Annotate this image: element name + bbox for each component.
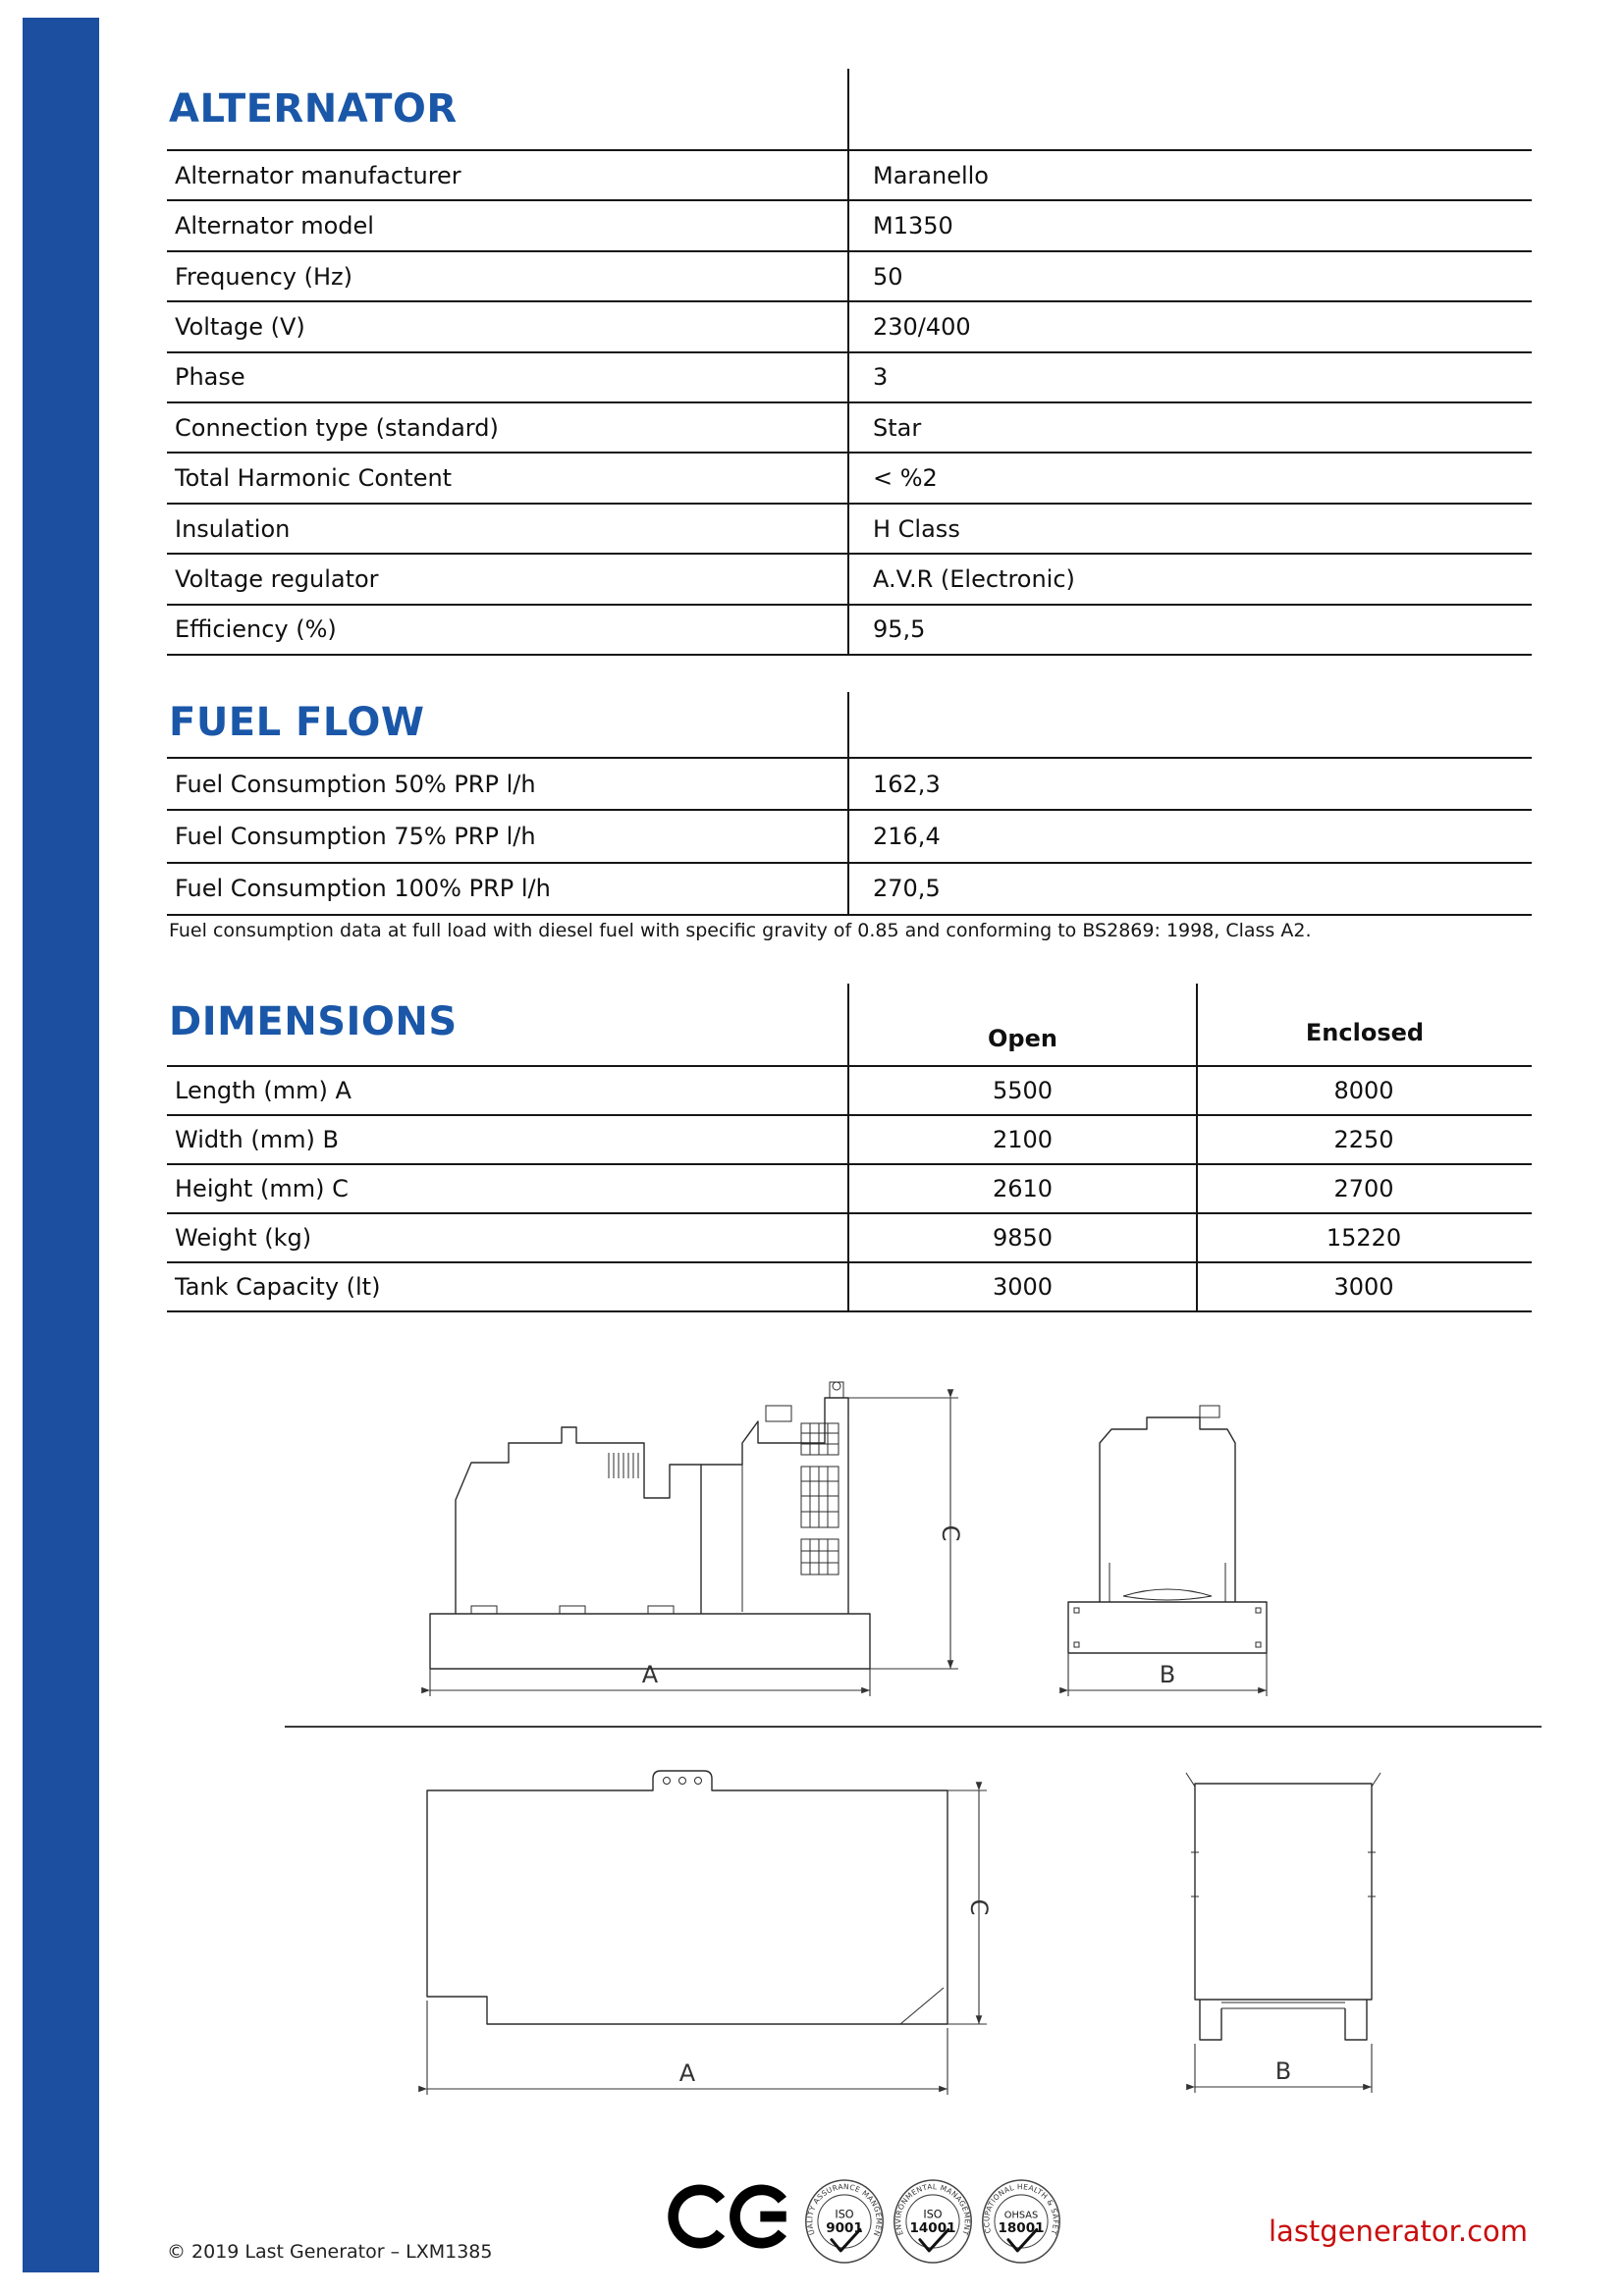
- engine-fins: [609, 1453, 638, 1478]
- row-label: Efficiency (%): [175, 615, 337, 644]
- dimension-label-c: C: [965, 1898, 993, 1916]
- open-value: 3000: [992, 1273, 1054, 1301]
- table-row: [167, 505, 1532, 555]
- row-value: 95,5: [873, 615, 926, 644]
- table-row: [167, 1165, 1532, 1214]
- row-label: Fuel Consumption 50% PRP l/h: [175, 770, 536, 798]
- enclosed-value: 8000: [1333, 1077, 1394, 1104]
- enclosed-value: 3000: [1333, 1273, 1394, 1301]
- dimension-label-b: B: [1159, 1661, 1176, 1688]
- table-row: [167, 151, 1532, 201]
- row-label: Voltage (V): [175, 312, 305, 341]
- svg-text:QUALITY ASSURANCE MANGEMENT: QUALITY ASSURANCE MANGEMENT: [799, 2170, 884, 2238]
- fuel-flow-section: [167, 692, 1532, 957]
- row-value: Maranello: [873, 161, 989, 189]
- table-row: [167, 864, 1532, 916]
- fuel-flow-table: [167, 757, 1532, 916]
- dimension-label-a: A: [678, 2059, 696, 2087]
- fuel-consumption-footnote: Fuel consumption data at full load with diesel fuel with specific gravity of 0.85 and conforming to BS2869: 1998, Class A2.: [169, 920, 1312, 941]
- exhaust-stub: [766, 1406, 791, 1421]
- table-row: [167, 1067, 1532, 1116]
- open-value: 2610: [992, 1175, 1054, 1202]
- dimension-label-b: B: [1274, 2057, 1292, 2085]
- iso-9001-badge-icon: [799, 2170, 886, 2266]
- row-label: Weight (kg): [175, 1224, 312, 1252]
- row-value: M1350: [873, 212, 953, 240]
- canopy-ramp-line: [900, 1988, 944, 2024]
- table-row: [167, 201, 1532, 251]
- table-row: [167, 1263, 1532, 1312]
- enclosed-genset-front-view-drawing: [1170, 1749, 1396, 2127]
- ohsas-18001-badge-icon: [976, 2170, 1062, 2266]
- dimensions-section: [167, 984, 1532, 1310]
- row-label: Height (mm) C: [175, 1175, 349, 1202]
- alternator-table: [167, 149, 1532, 656]
- row-label: Total Harmonic Content: [175, 464, 453, 493]
- row-value: H Class: [873, 514, 960, 543]
- copyright-text: © 2019 Last Generator – LXM1385: [167, 2241, 493, 2263]
- table-row: [167, 302, 1532, 352]
- row-label: Alternator manufacturer: [175, 161, 461, 189]
- fuel-flow-title: FUEL FLOW: [169, 700, 425, 745]
- row-label: Fuel Consumption 100% PRP l/h: [175, 875, 551, 903]
- svg-text:ISO: ISO: [835, 2208, 854, 2221]
- open-value: 5500: [992, 1077, 1054, 1104]
- row-label: Alternator model: [175, 212, 374, 240]
- column-header-enclosed: Enclosed: [1305, 1019, 1425, 1046]
- row-label: Length (mm) A: [175, 1077, 352, 1104]
- row-value: 50: [873, 262, 903, 291]
- website-link[interactable]: lastgenerator.com: [1269, 2215, 1529, 2248]
- dimensions-title: DIMENSIONS: [169, 999, 458, 1044]
- row-label: Frequency (Hz): [175, 262, 352, 291]
- svg-text:OCCUPATIONAL HEALTH & SAFETY: OCCUPATIONAL HEALTH & SAFETY: [976, 2170, 1060, 2236]
- row-value: 216,4: [873, 822, 941, 850]
- left-accent-bar: [23, 18, 99, 2272]
- open-genset-front-view-drawing: [1053, 1366, 1278, 1710]
- dimension-label-c: C: [937, 1524, 964, 1542]
- row-label: Insulation: [175, 514, 291, 543]
- ce-mark-icon: [676, 2181, 805, 2252]
- dimension-label-a: A: [641, 1661, 659, 1688]
- svg-text:9001: 9001: [826, 2220, 863, 2237]
- table-row: [167, 811, 1532, 863]
- iso-14001-badge-icon: [892, 2177, 974, 2266]
- table-row: [167, 353, 1532, 403]
- row-value: Star: [873, 413, 922, 442]
- alternator-title: ALTERNATOR: [169, 86, 458, 132]
- row-label: Fuel Consumption 75% PRP l/h: [175, 822, 536, 850]
- row-value: A.V.R (Electronic): [873, 564, 1075, 593]
- enclosed-value: 2250: [1333, 1126, 1394, 1153]
- open-value: 9850: [992, 1224, 1054, 1252]
- open-value: 2100: [992, 1126, 1054, 1153]
- svg-text:ISO: ISO: [923, 2208, 943, 2221]
- enclosed-value: 2700: [1333, 1175, 1394, 1202]
- row-label: Phase: [175, 363, 245, 392]
- svg-text:18001: 18001: [998, 2220, 1045, 2237]
- radiator-grilles: [801, 1423, 839, 1575]
- table-row: [167, 403, 1532, 454]
- row-value: < %2: [873, 464, 938, 493]
- row-value: 270,5: [873, 875, 941, 903]
- table-row: [167, 252, 1532, 302]
- alternator-section: [167, 69, 1532, 654]
- dimensions-table: [167, 1065, 1532, 1312]
- row-value: 3: [873, 363, 889, 392]
- row-value: 162,3: [873, 770, 941, 798]
- enclosed-genset-side-view-drawing: [412, 1749, 1001, 2127]
- svg-text:ENVIRONMENTAL MANAGEMENT: ENVIRONMENTAL MANAGEMENT: [893, 2182, 972, 2237]
- table-row: [167, 454, 1532, 504]
- svg-text:14001: 14001: [909, 2220, 956, 2237]
- table-row: [167, 555, 1532, 605]
- drawings-separator-line: [285, 1726, 1542, 1728]
- table-row: [167, 759, 1532, 811]
- column-header-open: Open: [988, 1025, 1057, 1052]
- table-row: [167, 1116, 1532, 1165]
- fan-shroud: [1123, 1589, 1212, 1600]
- row-label: Connection type (standard): [175, 413, 499, 442]
- table-row: [167, 1214, 1532, 1263]
- row-label: Voltage regulator: [175, 564, 379, 593]
- row-value: 230/400: [873, 312, 971, 341]
- table-row: [167, 606, 1532, 656]
- row-label: Width (mm) B: [175, 1126, 339, 1153]
- open-genset-side-view-drawing: [412, 1366, 982, 1710]
- row-label: Tank Capacity (lt): [175, 1273, 381, 1301]
- enclosed-value: 15220: [1326, 1224, 1402, 1252]
- svg-text:OHSAS: OHSAS: [1003, 2210, 1039, 2221]
